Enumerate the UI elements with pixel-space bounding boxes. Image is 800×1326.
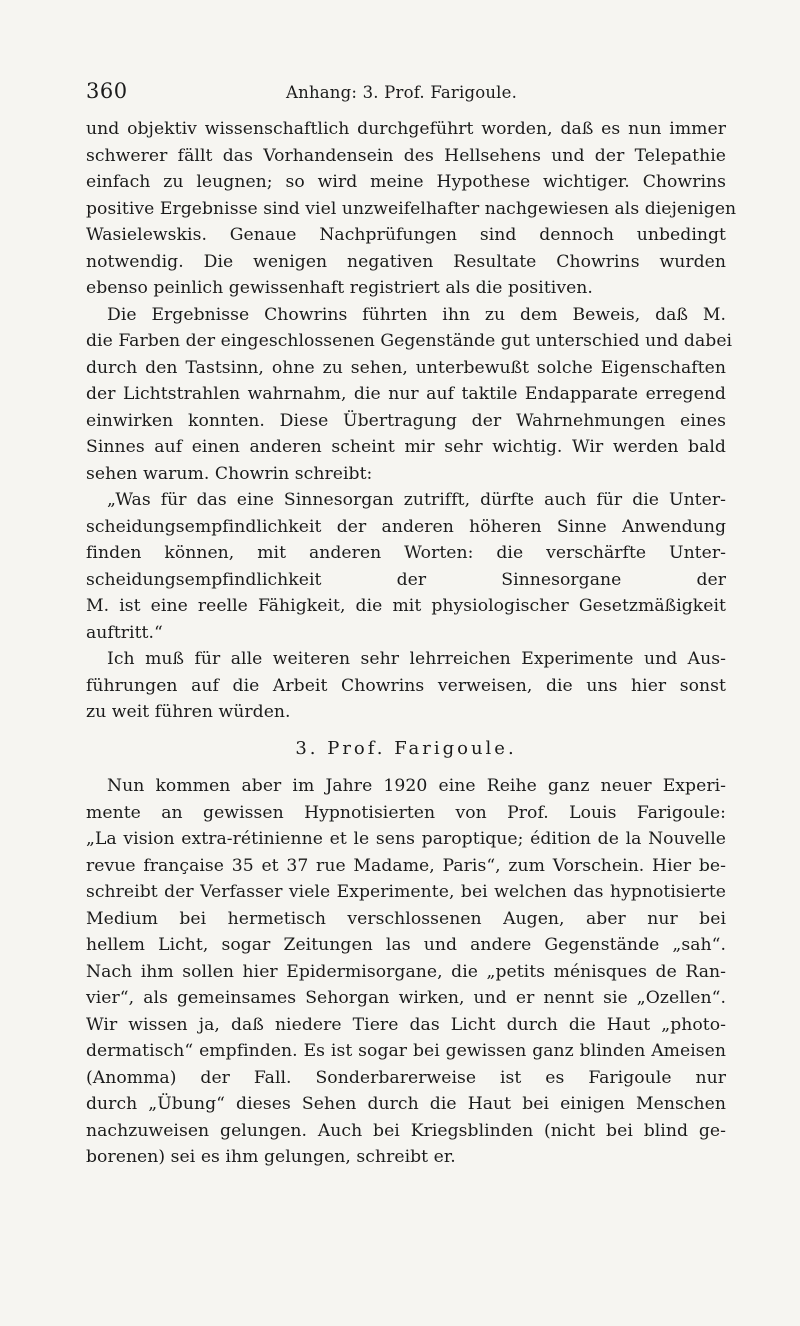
body-text: [86, 116, 737, 1171]
running-head: [86, 79, 726, 113]
text-line: Nach ihm sollen hier Epidermisorgane, die „petits ménisques de Ran-: [86, 961, 726, 982]
text-line: (Anomma) der Fall. Sonderbarerweise ist es Farigoule nur: [86, 1067, 726, 1088]
text-line: hellem Licht, sogar Zeitungen las und andere Gegenstände „sah“.: [86, 935, 726, 955]
paragraph: [86, 773, 726, 1171]
text-line: durch den Tastsinn, ohne zu sehen, unterbewußt solche Eigenschaften: [86, 357, 726, 378]
text-line: scheidungsempfindlichkeit der anderen höheren Sinne Anwendung: [86, 516, 726, 537]
text-line: die Farben der eingeschlossenen Gegenstände gut unterschied und dabei: [86, 331, 733, 351]
text-line: Nun kommen aber im Jahre 1920 eine Reihe ganz neuer Experi-: [107, 776, 726, 796]
text-line: Wasielewskis. Genaue Nachprüfungen sind dennoch unbedingt: [86, 225, 726, 245]
text-line: Die Ergebnisse Chowrins führten ihn zu dem Beweis, daß M.: [107, 304, 726, 325]
paragraph: [86, 116, 737, 302]
text-line: schreibt der Verfasser viele Experimente, bei welchen das hypnotisierte: [86, 882, 726, 902]
text-line: Medium bei hermetisch verschlossenen Augen, aber nur bei: [86, 908, 726, 929]
text-line: revue française 35 et 37 rue Madame, Paris“, zum Vorschein. Hier be-: [86, 855, 726, 876]
text-line: einfach zu leugnen; so wird meine Hypothese wichtiger. Chowrins: [86, 172, 726, 192]
text-line: notwendig. Die wenigen negativen Resultate Chowrins wurden: [86, 251, 726, 272]
text-line: zu weit führen würden.: [86, 702, 291, 722]
text-line: nachzuweisen gelungen. Auch bei Kriegsblinden (nicht bei blind ge-: [86, 1120, 726, 1141]
text-line: mente an gewissen Hypnotisierten von Prof. Louis Farigoule:: [86, 802, 726, 823]
text-line: „Was für das eine Sinnesorgan zutrifft, dürfte auch für die Unter-: [107, 490, 726, 510]
text-line: M. ist eine reelle Fähigkeit, die mit physiologischer Gesetzmäßigkeit: [86, 596, 726, 616]
text-line: vier“, als gemeinsames Sehorgan wirken, und er nennt sie „Ozellen“.: [86, 988, 726, 1008]
quotation-paragraph: [86, 487, 726, 646]
text-line: positive Ergebnisse sind viel unzweifelhafter nachgewiesen als diejenigen: [86, 198, 737, 219]
text-line: Sinnes auf einen anderen scheint mir sehr wichtig. Wir werden bald: [86, 437, 726, 457]
text-line: sehen warum. Chowrin schreibt:: [86, 463, 373, 484]
text-line: auftritt.“: [86, 622, 163, 643]
paragraph: [86, 646, 726, 726]
text-line: und objektiv wissenschaftlich durchgeführt worden, daß es nun immer: [86, 119, 726, 139]
text-line: borenen) sei es ihm gelungen, schreibt er.: [86, 1147, 456, 1167]
text-line: scheidungsempfindlichkeit der Sinnesorgane der: [86, 569, 726, 590]
text-line: durch „Übung“ dieses Sehen durch die Haut bei einigen Menschen: [86, 1094, 726, 1114]
text-line: finden können, mit anderen Worten: die verschärfte Unter-: [86, 543, 726, 563]
text-line: ebenso peinlich gewissenhaft registriert als die positiven.: [86, 278, 593, 298]
running-head-title: Anhang: 3. Prof. Farigoule.: [286, 83, 518, 102]
text-line: dermatisch“ empfinden. Es ist sogar bei gewissen ganz blinden Ameisen: [86, 1041, 726, 1061]
paragraph: [86, 302, 733, 488]
text-line: einwirken konnten. Diese Übertragung der Wahrnehmungen eines: [86, 410, 726, 431]
section-heading: 3. Prof. Farigoule.: [295, 737, 517, 759]
text-line: „La vision extra-rétinienne et le sens paroptique; édition de la Nouvelle: [86, 829, 726, 849]
text-line: Wir wissen ja, daß niedere Tiere das Licht durch die Haut „photo-: [86, 1014, 726, 1035]
text-line: der Lichtstrahlen wahrnahm, die nur auf taktile Endapparate erregend: [86, 384, 726, 404]
text-line: führungen auf die Arbeit Chowrins verweisen, die uns hier sonst: [86, 675, 726, 696]
text-line: Ich muß für alle weiteren sehr lehrreichen Experimente und Aus-: [107, 649, 726, 669]
text-line: schwerer fällt das Vorhandensein des Hellsehens und der Telepathie: [86, 145, 726, 166]
page-number: 360: [86, 79, 128, 103]
